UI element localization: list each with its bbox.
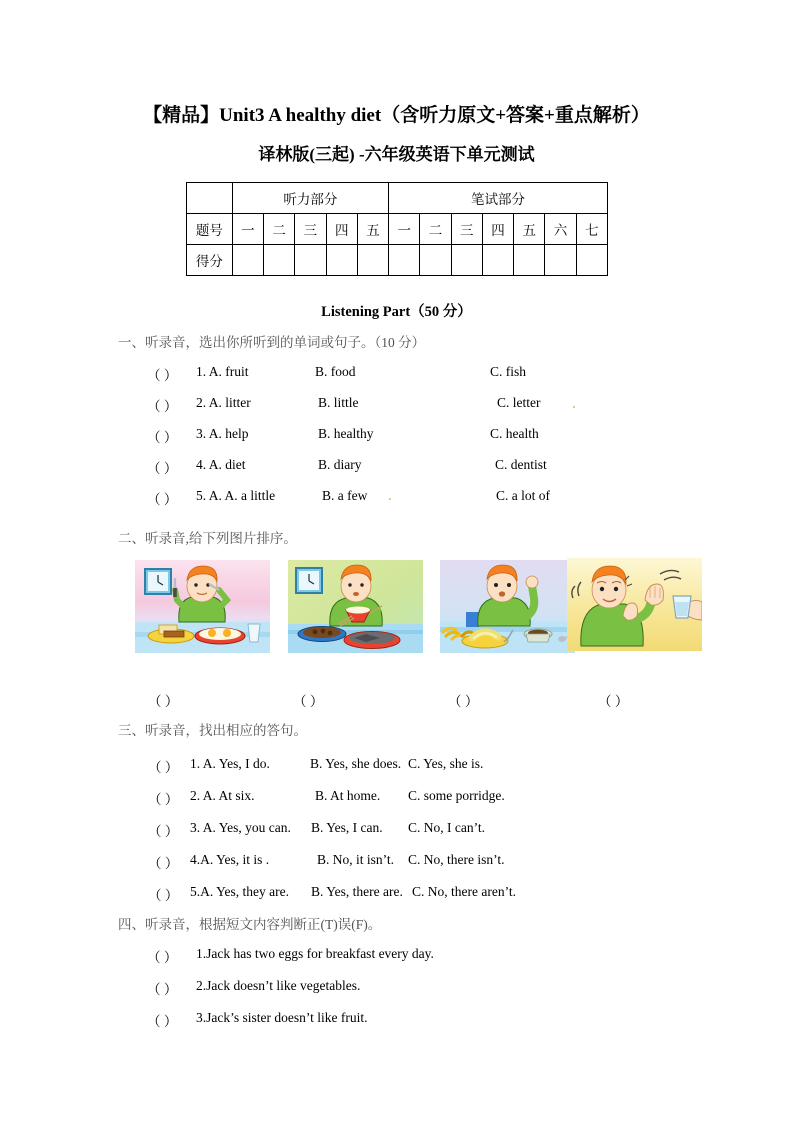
answer-blank-s3-q5[interactable]: （ ） [148, 888, 179, 903]
answer-blank-s3-q2[interactable]: （ ） [148, 792, 179, 807]
option-a-s3-q2[interactable]: 2. A. At six. [190, 788, 255, 803]
option-c-s3-q4[interactable]: C. No, there isn’t. [408, 852, 505, 867]
section-3-question-4 [0, 852, 793, 872]
option-b-s1-q3[interactable]: B. healthy [318, 426, 374, 441]
section-3-heading: 三、听录音，找出相应的答句。 [118, 723, 307, 738]
statement-s4-q1: 1.Jack has two eggs for breakfast every day. [196, 946, 434, 961]
picture-1-boy-eating-eggs-and-bread [135, 560, 270, 653]
score-blank-w1[interactable] [389, 245, 420, 276]
section-1-question-1 [0, 364, 793, 384]
score-blank-l5[interactable] [357, 245, 388, 276]
option-c-s3-q2[interactable]: C. some porridge. [408, 788, 505, 803]
section-4-question-2 [0, 978, 793, 998]
section-4-heading: 四、听录音，根据短文内容判断正(T)误(F)。 [118, 917, 382, 932]
score-blank-w6[interactable] [545, 245, 576, 276]
section-1-question-4 [0, 457, 793, 477]
picture-3-boy-at-table-with-bananas [440, 560, 575, 653]
option-a-s3-q4[interactable]: 4.A. Yes, it is . [190, 852, 270, 867]
picture-order-blank-2[interactable]: （ ） [293, 694, 324, 709]
option-c-s3-q5[interactable]: C. No, there aren’t. [412, 884, 516, 899]
section-1-heading: 一、听录音，选出你所听到的单词或句子。（10 分） [118, 335, 426, 350]
picture-2-boy-eating-rice-bowl [288, 560, 423, 653]
option-b-s3-q4[interactable]: B. No, it isn’t. [317, 852, 395, 867]
answer-blank-s1-q1[interactable]: （ ） [147, 368, 178, 383]
score-cell-l1: 一 [232, 214, 263, 245]
answer-blank-s1-q4[interactable]: （ ） [147, 461, 178, 476]
score-cell-w1: 一 [389, 214, 420, 245]
answer-blank-s4-q1[interactable]: （ ） [147, 950, 178, 965]
answer-blank-s3-q3[interactable]: （ ） [148, 824, 179, 839]
answer-blank-s1-q3[interactable]: （ ） [147, 430, 178, 445]
option-c-s1-q2[interactable]: C. letter [497, 395, 541, 410]
option-a-s1-q5[interactable]: 5. A. A. a little [196, 488, 276, 503]
statement-s4-q3: 3.Jack’s sister doesn’t like fruit. [196, 1010, 368, 1025]
option-b-s1-q2[interactable]: B. little [318, 395, 359, 410]
section-2-heading: 二、听录音,给下列图片排序。 [118, 531, 297, 546]
option-a-s1-q2[interactable]: 2. A. litter [196, 395, 251, 410]
section-3-question-3 [0, 820, 793, 840]
score-blank-w5[interactable] [514, 245, 545, 276]
page-title-sub: 译林版(三起) -六年级英语下单元测试 [258, 145, 535, 164]
section-1-question-3 [0, 426, 793, 446]
option-c-s1-q4[interactable]: C. dentist [495, 457, 547, 472]
statement-s4-q2: 2.Jack doesn’t like vegetables. [196, 978, 361, 993]
picture-order-blank-4[interactable]: （ ） [598, 694, 629, 709]
option-b-s1-q5[interactable]: B. a few [322, 488, 368, 503]
score-blank-w7[interactable] [576, 245, 607, 276]
page-title-main: 【精品】Unit3 A healthy diet（含听力原文+答案+重点解析） [143, 105, 650, 126]
score-cell-w4: 四 [482, 214, 513, 245]
score-cell-w5: 五 [514, 214, 545, 245]
score-cell-l2: 二 [264, 214, 295, 245]
score-table-row-label-number: 题号 [187, 214, 233, 245]
score-cell-w7: 七 [576, 214, 607, 245]
option-c-s1-q1[interactable]: C. fish [490, 364, 527, 379]
section-4-question-1 [0, 946, 793, 966]
option-b-s3-q2[interactable]: B. At home. [315, 788, 381, 803]
score-table-group-row [187, 183, 608, 214]
option-c-s1-q3[interactable]: C. health [490, 426, 539, 441]
score-table-points-row [187, 245, 608, 276]
score-cell-w2: 二 [420, 214, 451, 245]
score-cell-l5: 五 [357, 214, 388, 245]
section-3-question-1 [0, 756, 793, 776]
option-a-s3-q1[interactable]: 1. A. Yes, I do. [190, 756, 270, 771]
score-blank-l3[interactable] [295, 245, 326, 276]
option-b-s3-q5[interactable]: B. Yes, there are. [311, 884, 403, 899]
option-b-s1-q4[interactable]: B. diary [318, 457, 362, 472]
answer-blank-s1-q5[interactable]: （ ） [147, 492, 178, 507]
option-c-s1-q5[interactable]: C. a lot of [496, 488, 550, 503]
score-blank-l4[interactable] [326, 245, 357, 276]
score-table [186, 182, 608, 276]
answer-blank-s4-q3[interactable]: （ ） [147, 1014, 178, 1029]
section-3-question-2 [0, 788, 793, 808]
score-table-group-written: 笔试部分 [389, 183, 608, 214]
score-table-number-row [187, 214, 608, 245]
answer-blank-s3-q1[interactable]: （ ） [148, 760, 179, 775]
score-blank-l2[interactable] [264, 245, 295, 276]
picture-order-blank-3[interactable]: （ ） [448, 694, 479, 709]
option-b-s3-q3[interactable]: B. Yes, I can. [311, 820, 383, 835]
listening-part-heading: Listening Part（50 分） [321, 304, 472, 320]
option-c-s3-q1[interactable]: C. Yes, she is. [408, 756, 484, 771]
section-1-question-2 [0, 395, 793, 415]
score-cell-l3: 三 [295, 214, 326, 245]
scan-artifact-dot-1 [573, 406, 575, 408]
score-blank-w2[interactable] [420, 245, 451, 276]
score-table-group-listening: 听力部分 [232, 183, 388, 214]
option-a-s3-q3[interactable]: 3. A. Yes, you can. [190, 820, 291, 835]
option-a-s1-q1[interactable]: 1. A. fruit [196, 364, 249, 379]
option-b-s1-q1[interactable]: B. food [315, 364, 356, 379]
scan-artifact-dot-2 [389, 498, 391, 500]
section-3-question-5 [0, 884, 793, 904]
score-table-row-label-points: 得分 [187, 245, 233, 276]
option-a-s1-q3[interactable]: 3. A. help [196, 426, 249, 441]
score-blank-l1[interactable] [232, 245, 263, 276]
score-blank-w4[interactable] [482, 245, 513, 276]
option-c-s3-q3[interactable]: C. No, I can’t. [408, 820, 485, 835]
answer-blank-s1-q2[interactable]: （ ） [147, 399, 178, 414]
score-cell-l4: 四 [326, 214, 357, 245]
section-1-question-5 [0, 488, 793, 508]
option-b-s3-q1[interactable]: B. Yes, she does. [310, 756, 402, 771]
score-blank-w3[interactable] [451, 245, 482, 276]
score-cell-w6: 六 [545, 214, 576, 245]
picture-4-boy-refusing-glass-of-water [567, 558, 702, 651]
option-a-s1-q4[interactable]: 4. A. diet [196, 457, 246, 472]
answer-blank-s4-q2[interactable]: （ ） [147, 982, 178, 997]
section-4-question-3 [0, 1010, 793, 1030]
option-a-s3-q5[interactable]: 5.A. Yes, they are. [190, 884, 289, 899]
picture-order-blank-1[interactable]: （ ） [148, 694, 179, 709]
score-cell-w3: 三 [451, 214, 482, 245]
answer-blank-s3-q4[interactable]: （ ） [148, 856, 179, 871]
score-table-corner-cell [187, 183, 233, 214]
